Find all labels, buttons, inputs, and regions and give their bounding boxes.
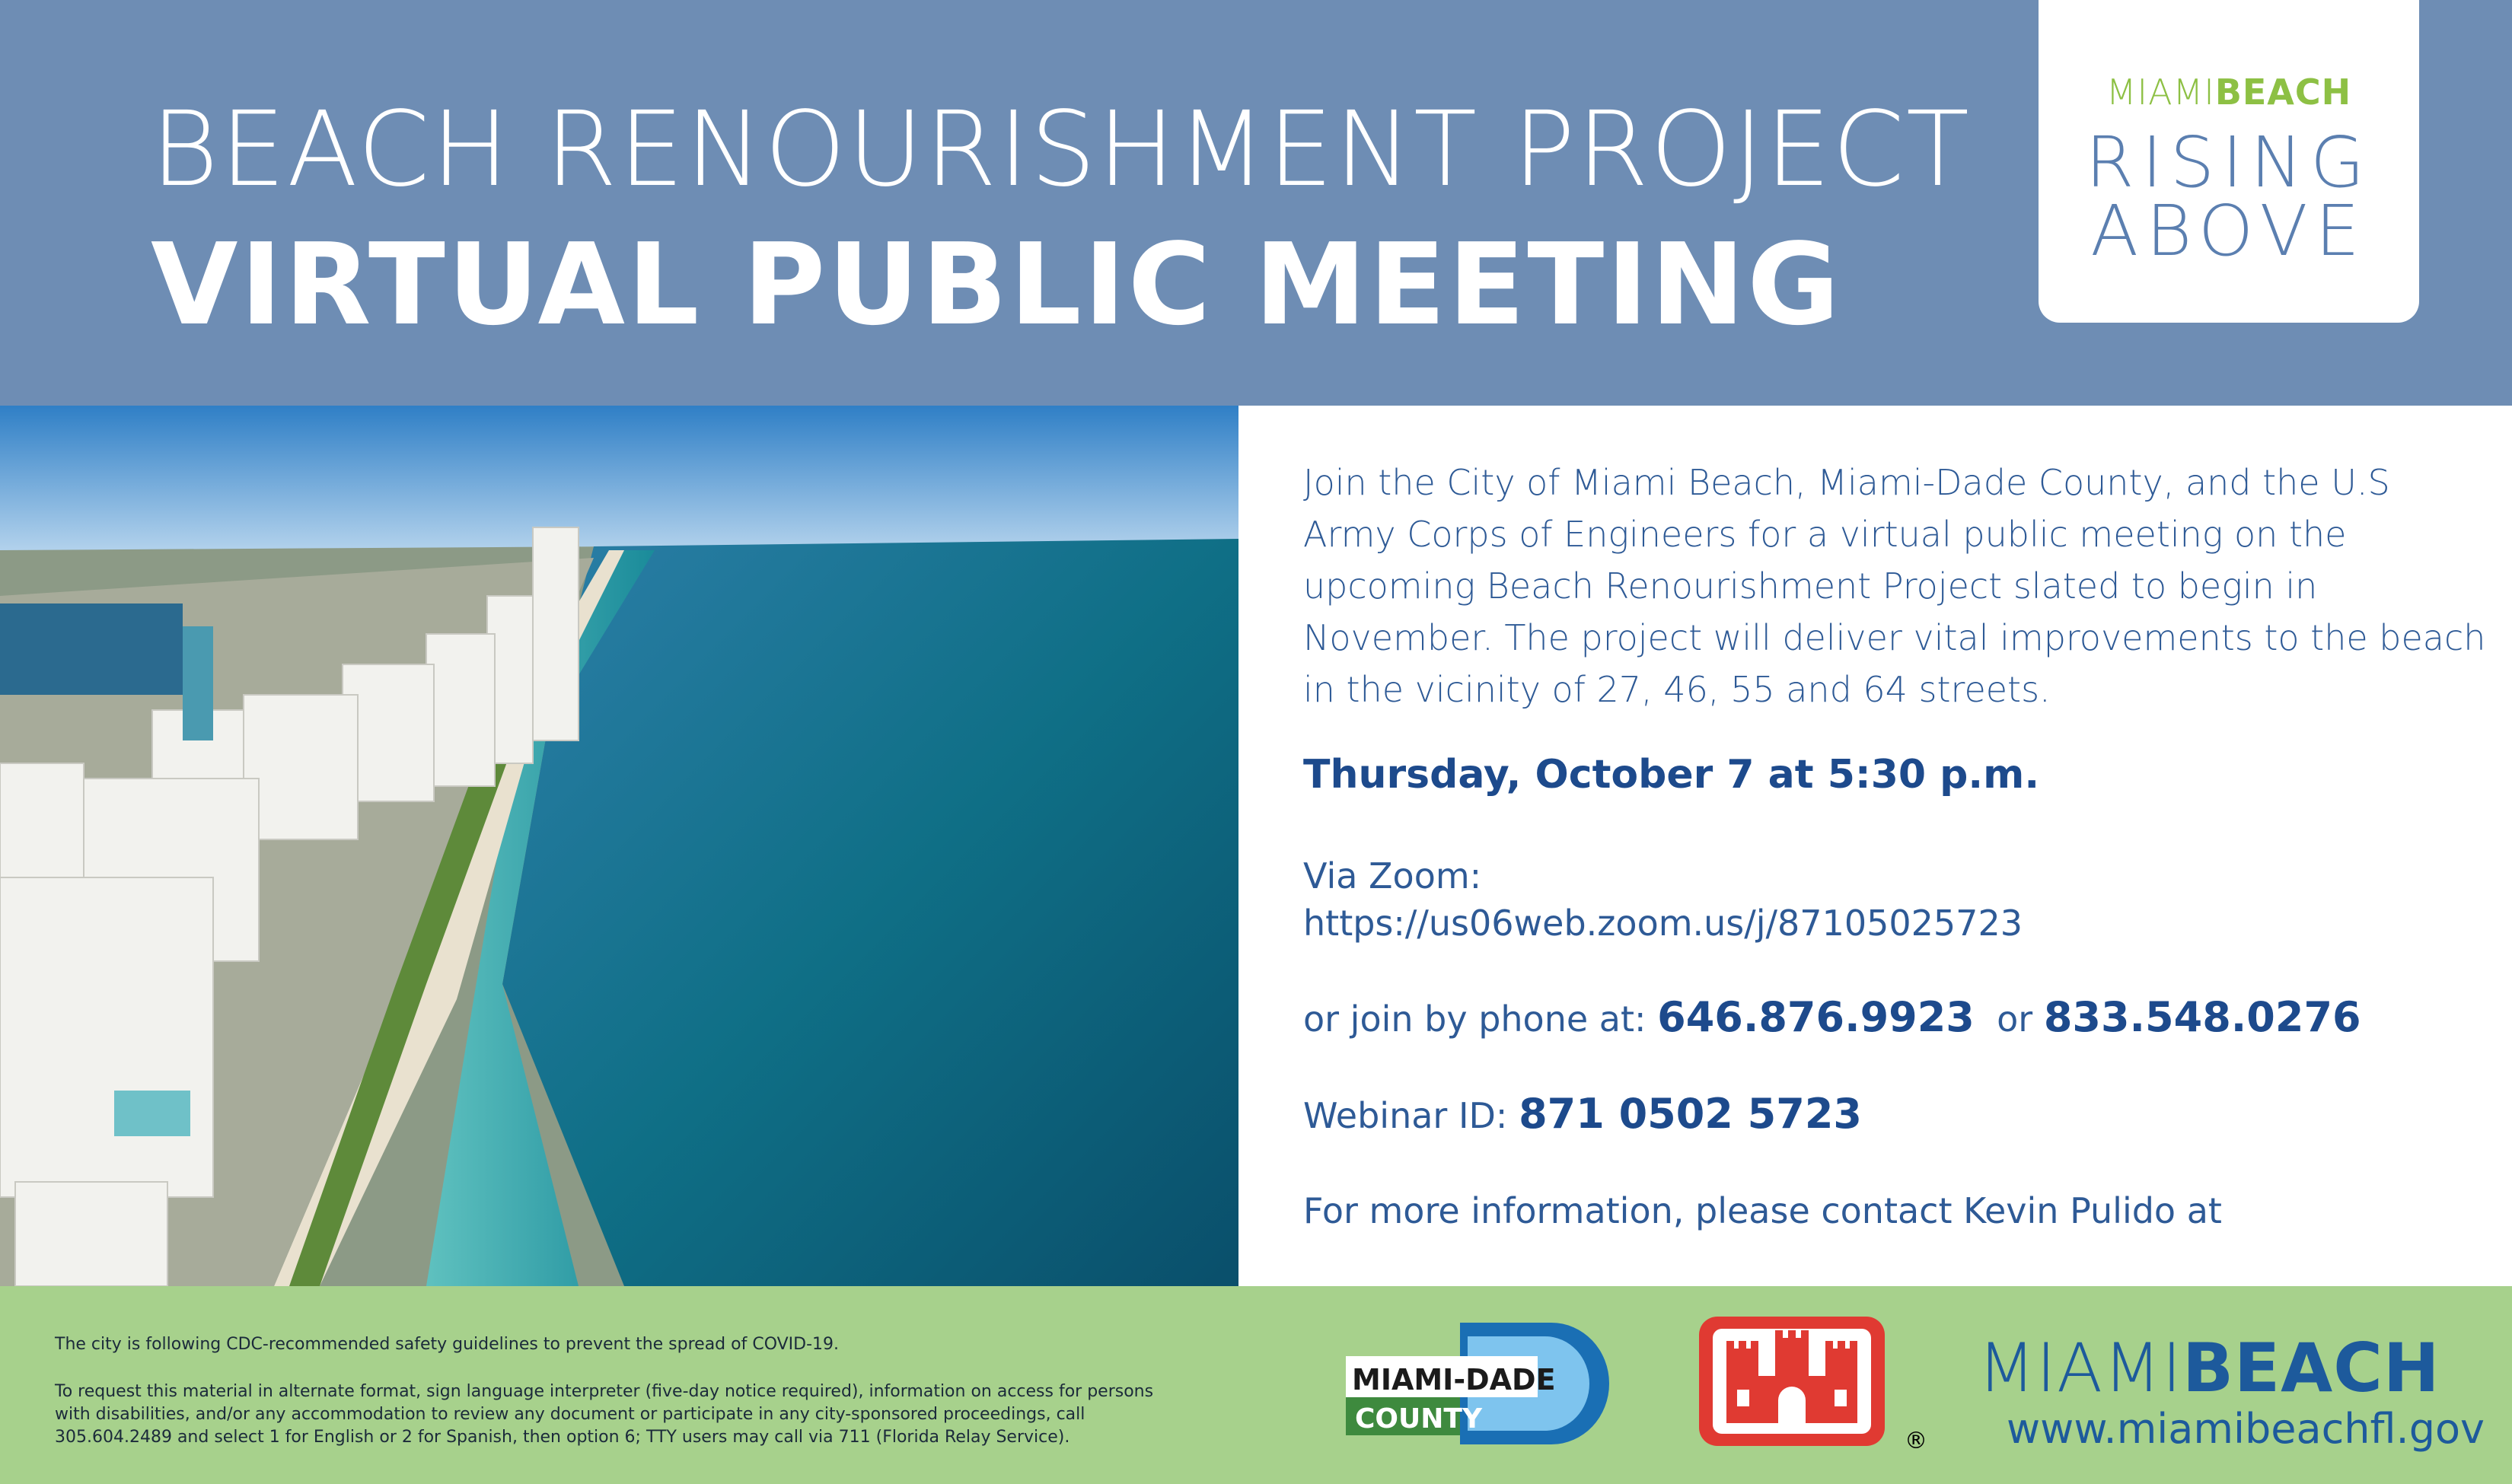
miami-beach-rising-above-logo <box>2039 0 2419 323</box>
logo-above: ABOVE <box>2090 190 2367 272</box>
logo-rising: RISING <box>2085 122 2373 203</box>
accessibility-note-2: with disabilities, and/or any accommodation to review any document or participate in any city-sponsored proceedings, call <box>55 1405 1085 1424</box>
zoom-label: Via Zoom: <box>1303 855 1482 896</box>
registered-mark: ® <box>1905 1428 1927 1454</box>
miami-beach-wordmark: MIAMIBEACH <box>1978 1329 2440 1407</box>
zoom-url-link[interactable]: https://us06web.zoom.us/j/87105025723 <box>1303 903 2023 944</box>
miami-dade-county-logo <box>1346 1323 1609 1444</box>
phone-line: or join by phone at: 646.876.9923 or 833.548.0276 <box>1303 993 2361 1041</box>
header-banner <box>0 0 2512 406</box>
title-line-2: VIRTUAL PUBLIC MEETING <box>151 219 1842 350</box>
army-corps-castle-logo <box>1699 1317 1885 1446</box>
phone-number-2[interactable]: 833.548.0276 <box>2043 993 2361 1041</box>
accessibility-note-1: To request this material in alternate format, sign language interpreter (five-day notice required), information on access for persons <box>55 1382 1154 1401</box>
webinar-id: 871 0502 5723 <box>1519 1090 1862 1138</box>
md-logo-text-1: MIAMI-DADE <box>1352 1363 1556 1396</box>
aerial-beach-photo <box>0 406 1238 1286</box>
accessibility-note-3: 305.604.2489 and select 1 for English or 2 for Spanish, then option 6; TTY users may call via 711 (Florida Relay Service). <box>55 1428 1070 1447</box>
webinar-line: Webinar ID: 871 0502 5723 <box>1303 1090 1862 1138</box>
contact-line: For more information, please contact Kevin Pulido at <box>1303 1190 2222 1231</box>
md-logo-text-2: COUNTY <box>1355 1403 1483 1435</box>
website-link[interactable]: www.miamibeachfl.gov <box>2007 1405 2485 1453</box>
meeting-date: Thursday, October 7 at 5:30 p.m. <box>1303 752 2040 798</box>
meeting-details <box>1303 457 2491 1231</box>
covid-note: The city is following CDC-recommended safety guidelines to prevent the spread of COVID-19. <box>55 1335 840 1354</box>
title-line-1: BEACH RENOURISHMENT PROJECT <box>151 90 1971 210</box>
phone-number-1[interactable]: 646.876.9923 <box>1657 993 1975 1041</box>
intro-paragraph: Join the City of Miami Beach, Miami-Dade County, and the U.S Army Corps of Engineers for a virtual public meeting on the upcoming Beach Renourishment Project slated to begin in November. The project will deliver vital improvements to the beach in the vicinity of 27, 46, 55 and 64 streets. <box>1303 462 2486 710</box>
logo-miami-beach-small: MIAMIBEACH <box>2106 72 2352 113</box>
